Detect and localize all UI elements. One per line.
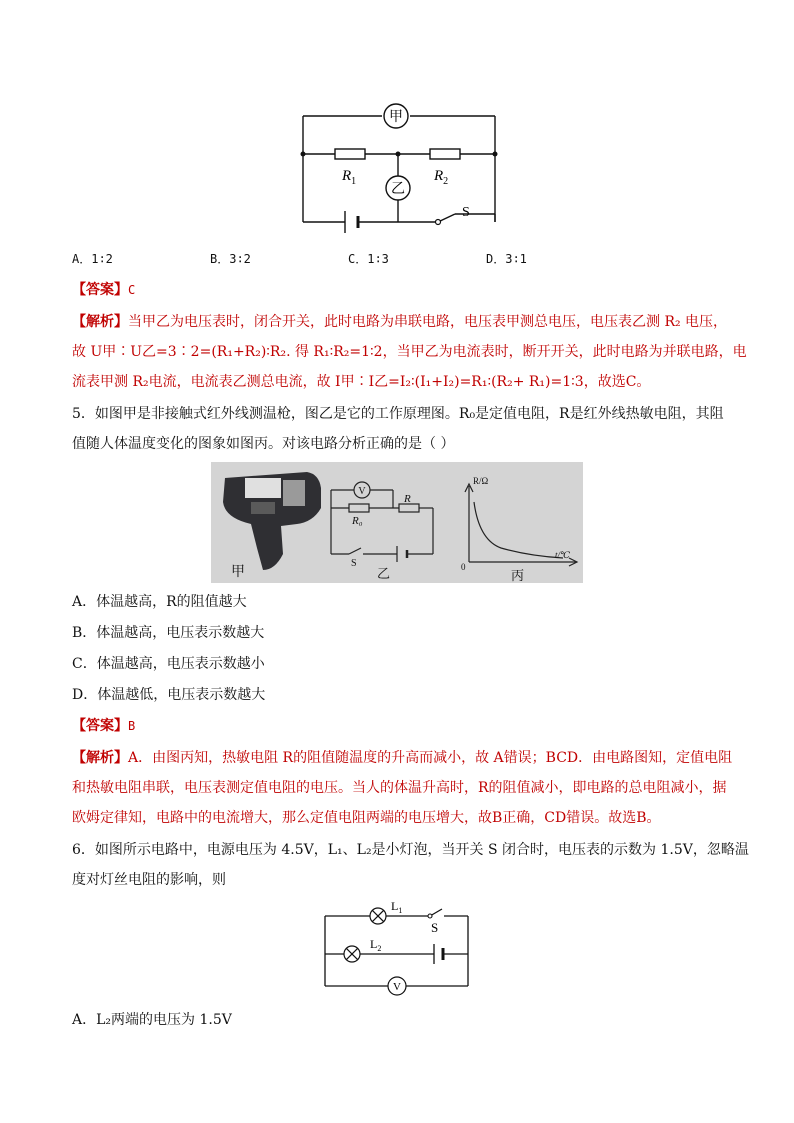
- q5-analysis-line-2: 和热敏电阻串联，电压表测定值电阻的电压。当人的体温升高时，R的阻值减小，即电路的总电阻减小，据: [72, 780, 727, 796]
- svg-text:L2: [370, 937, 381, 953]
- q5-answer-line: [72, 716, 135, 736]
- q5-figure-drawing: [211, 462, 583, 583]
- switch-contact-icon: [436, 220, 441, 225]
- q4-option-d: D．3∶1: [486, 252, 527, 266]
- q5-answer-value: B: [128, 719, 136, 733]
- switch-s-label: S: [351, 558, 357, 569]
- q4-circuit-diagram: [290, 98, 505, 233]
- resistor-r1-icon: [335, 149, 365, 159]
- q4-option-b: B．3∶2: [210, 252, 251, 266]
- battery-icon: [434, 944, 443, 964]
- r0-label: R₀: [352, 515, 363, 527]
- r2-subscript: 2: [443, 176, 449, 187]
- voltmeter-label: V: [358, 486, 366, 497]
- switch-s-label: S: [462, 205, 470, 220]
- r1-subscript: 1: [351, 176, 357, 187]
- q6-circuit-diagram: [318, 896, 478, 998]
- q4-answer-line: [72, 280, 135, 300]
- q4-analysis-line-1: [72, 312, 727, 332]
- voltmeter-label: V: [393, 981, 401, 993]
- r1-label: R: [342, 168, 352, 184]
- l1-subscript: 1: [398, 906, 403, 915]
- q5-analysis-line-1: [72, 748, 732, 768]
- switch-s-label: S: [431, 920, 439, 935]
- q5-figure-photo: [211, 462, 583, 583]
- q5-option-a: A．体温越高，R的阻值越大: [72, 594, 247, 610]
- caption-bing: 丙: [511, 568, 525, 583]
- meter-yi-label: 乙: [391, 182, 405, 197]
- q4-answer-value: C: [128, 283, 136, 297]
- svg-text:R2: [433, 168, 448, 187]
- switch-contact-icon: [428, 914, 432, 918]
- q4-option-c: C．1∶3: [348, 252, 389, 266]
- battery-icon: [345, 211, 358, 233]
- q5-analysis-text-1: A．由图丙知，热敏电阻 R的阻值随温度的升高而减小，故 A错误；BCD．由电路图知，定值电阻: [128, 750, 733, 766]
- q5-stem-line-1: 5．如图甲是非接触式红外线测温枪，图乙是它的工作原理图。R₀是定值电阻，R是红外线热敏电阻，其阻: [72, 406, 724, 422]
- q5-stem-line-2: 值随人体温度变化的图象如图丙。对该电路分析正确的是（ ）: [72, 436, 455, 452]
- r-label: R: [404, 493, 411, 505]
- q5-option-d: D．体温越低，电压表示数越大: [72, 687, 266, 703]
- q5-analysis-line-3: 欧姆定律知，电路中的电流增大，那么定值电阻两端的电压增大，故B正确，CD错误。故选B。: [72, 810, 661, 826]
- lamp-l2-icon: [344, 946, 360, 962]
- lamp-l1-icon: [370, 908, 386, 924]
- battery-icon: [397, 546, 407, 562]
- l2-subscript: 2: [377, 944, 382, 953]
- q4-analysis-text-1: 当甲乙为电压表时，闭合开关，此时电路为串联电路，电压表甲测总电压，电压表乙测 R₂ 电压，: [128, 314, 728, 330]
- caption-yi: 乙: [377, 566, 391, 581]
- q4-analysis-line-3: 流表甲测 R₂电流，电流表乙测总电流，故 I甲∶I乙=I₂∶(I₁+I₂)=R₁∶(R₂+ R₁)=1∶3，故选C。: [72, 374, 651, 390]
- q4-option-a: A．1∶2: [72, 252, 113, 266]
- thermistor-r-icon: [399, 504, 419, 512]
- q6-stem-line-2: 度对灯丝电阻的影响，则: [72, 872, 226, 888]
- q5-answer-tag: 【答案】: [72, 718, 128, 734]
- l2-label: L: [370, 937, 378, 951]
- q5-option-c: C．体温越高，电压表示数越小: [72, 656, 265, 672]
- l1-label: L: [391, 899, 399, 913]
- q6-stem-line-1: 6．如图所示电路中，电源电压为 4.5V，L₁、L₂是小灯泡，当开关 S 闭合时，电压表的示数为 1.5V，忽略温: [72, 842, 749, 858]
- resistor-r0-icon: [349, 504, 369, 512]
- q4-analysis-tag: 【解析】: [72, 314, 128, 330]
- r2-label: R: [434, 168, 444, 184]
- q5-option-b: B．体温越高，电压表示数越大: [72, 625, 265, 641]
- q6-option-a: A．L₂两端的电压为 1.5V: [72, 1012, 232, 1028]
- q4-answer-tag: 【答案】: [72, 282, 128, 298]
- graph-x-label: t/℃: [555, 550, 571, 560]
- q4-analysis-line-2: 故 U甲∶U乙=3∶2=(R₁+R₂)∶R₂. 得 R₁∶R₂=1∶2，当甲乙为电流表时，断开开关，此时电路为并联电路，电: [72, 344, 747, 360]
- caption-jia: 甲: [231, 565, 245, 580]
- graph-y-label: R/Ω: [473, 476, 489, 486]
- resistance-temperature-curve: [474, 502, 563, 558]
- graph-origin-label: 0: [461, 562, 466, 572]
- svg-text:L1: [391, 899, 402, 915]
- thermometer-gun-icon: [223, 472, 321, 570]
- q5-analysis-tag: 【解析】: [72, 750, 128, 766]
- resistor-r2-icon: [430, 149, 460, 159]
- svg-text:R1: [341, 168, 356, 187]
- meter-jia-label: 甲: [389, 110, 403, 125]
